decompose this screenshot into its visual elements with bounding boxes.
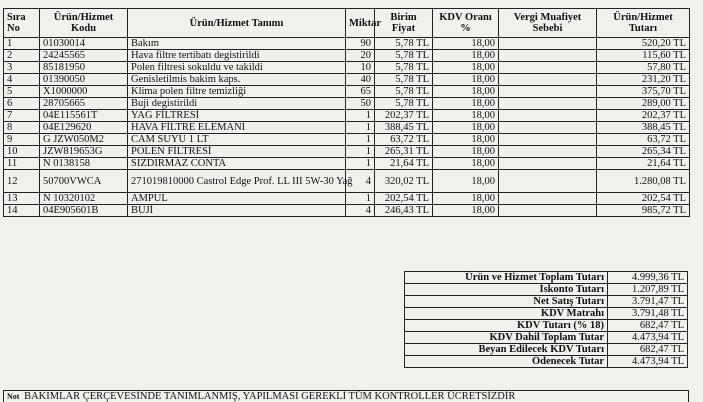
totals-label: Ödenecek Tutar — [405, 356, 608, 368]
cell-tutar: 289,00 TL — [597, 98, 690, 110]
cell-muafiyet — [499, 193, 597, 205]
cell-miktar: 50 — [346, 98, 375, 110]
cell-birim-fiyat: 202,54 TL — [375, 193, 433, 205]
cell-tanim: YAĞ FİLTRESİ — [128, 110, 346, 122]
cell-sira-no: 13 — [4, 193, 40, 205]
cell-muafiyet — [499, 170, 597, 193]
totals-table — [404, 271, 688, 368]
header-muafiyet: Vergi Muafiyet Sebebi — [499, 9, 597, 38]
header-tutar: Ürün/Hizmet Tutarı — [597, 9, 690, 38]
totals-row — [405, 332, 688, 344]
totals-row — [405, 296, 688, 308]
table-row — [4, 98, 690, 110]
cell-sira-no: 10 — [4, 146, 40, 158]
cell-tutar: 202,37 TL — [597, 110, 690, 122]
totals-label: Beyan Edilecek KDV Tutarı — [405, 344, 608, 356]
totals-value: 682,47 TL — [608, 344, 688, 356]
cell-kod: G JZW050M2 — [40, 134, 128, 146]
cell-tanim: Klima polen filtre temizliği — [128, 86, 346, 98]
cell-muafiyet — [499, 205, 597, 217]
cell-kod: N 10320102 — [40, 193, 128, 205]
cell-kdv-orani: 18,00 — [433, 122, 499, 134]
note-tag: Not — [7, 392, 20, 401]
cell-tutar: 1.280,08 TL — [597, 170, 690, 193]
cell-kdv-orani: 18,00 — [433, 38, 499, 50]
table-row — [4, 110, 690, 122]
cell-sira-no: 1 — [4, 38, 40, 50]
header-kod: Ürün/Hizmet Kodu — [40, 9, 128, 38]
cell-kod: JZW819653G — [40, 146, 128, 158]
totals-label: Ürün ve Hizmet Toplam Tutarı — [405, 272, 608, 284]
cell-birim-fiyat: 5,78 TL — [375, 86, 433, 98]
cell-sira-no: 8 — [4, 122, 40, 134]
cell-tanim: Bakım — [128, 38, 346, 50]
cell-tanim: Genisletilmis bakim kaps. — [128, 74, 346, 86]
table-row — [4, 193, 690, 205]
cell-kod: 01390050 — [40, 74, 128, 86]
cell-muafiyet — [499, 134, 597, 146]
cell-tanim: BUJİ — [128, 205, 346, 217]
totals-row — [405, 272, 688, 284]
totals-value: 682,47 TL — [608, 320, 688, 332]
totals-label: KDV Tutarı (% 18) — [405, 320, 608, 332]
cell-birim-fiyat: 5,78 TL — [375, 98, 433, 110]
cell-kdv-orani: 18,00 — [433, 193, 499, 205]
totals-row — [405, 356, 688, 368]
cell-birim-fiyat: 21,64 TL — [375, 158, 433, 170]
table-row — [4, 38, 690, 50]
totals-row — [405, 320, 688, 332]
totals-label: KDV Matrahı — [405, 308, 608, 320]
totals-value: 4.999,36 TL — [608, 272, 688, 284]
cell-kod: N 0138158 — [40, 158, 128, 170]
cell-muafiyet — [499, 62, 597, 74]
table-row — [4, 170, 690, 193]
cell-kdv-orani: 18,00 — [433, 110, 499, 122]
cell-tutar: 520,20 TL — [597, 38, 690, 50]
cell-tanim: 271019810000 Castrol Edge Prof. LL III 5W-30 Yağ — [128, 170, 346, 193]
totals-value: 4.473,94 TL — [608, 332, 688, 344]
totals-value: 3.791,47 TL — [608, 296, 688, 308]
table-row — [4, 74, 690, 86]
cell-miktar: 4 — [346, 170, 375, 193]
cell-kdv-orani: 18,00 — [433, 62, 499, 74]
cell-miktar: 4 — [346, 205, 375, 217]
table-row — [4, 205, 690, 217]
header-birim-fiyat: Birim Fiyat — [375, 9, 433, 38]
totals-row — [405, 308, 688, 320]
note-text: BAKIMLAR ÇERÇEVESİNDE TANIMLANMIŞ, YAPILMASI GEREKLİ TÜM KONTROLLER ÜCRETSİZDİR — [24, 391, 516, 402]
cell-miktar: 10 — [346, 62, 375, 74]
cell-tanim: Buji degistirildi — [128, 98, 346, 110]
cell-kod: 04E129620 — [40, 122, 128, 134]
cell-miktar: 1 — [346, 146, 375, 158]
cell-tanim: POLEN FİLTRESİ — [128, 146, 346, 158]
cell-muafiyet — [499, 158, 597, 170]
cell-tanim: HAVA FİLTRE ELEMANI — [128, 122, 346, 134]
cell-birim-fiyat: 202,37 TL — [375, 110, 433, 122]
cell-muafiyet — [499, 74, 597, 86]
cell-tutar: 21,64 TL — [597, 158, 690, 170]
cell-kdv-orani: 18,00 — [433, 98, 499, 110]
cell-birim-fiyat: 246,43 TL — [375, 205, 433, 217]
items-table — [3, 8, 690, 217]
cell-sira-no: 11 — [4, 158, 40, 170]
cell-miktar: 65 — [346, 86, 375, 98]
cell-kdv-orani: 18,00 — [433, 50, 499, 62]
cell-tutar: 63,72 TL — [597, 134, 690, 146]
cell-kod: X1000000 — [40, 86, 128, 98]
cell-birim-fiyat: 5,78 TL — [375, 38, 433, 50]
cell-miktar: 1 — [346, 158, 375, 170]
cell-sira-no: 2 — [4, 50, 40, 62]
cell-kod: 01030014 — [40, 38, 128, 50]
cell-tutar: 202,54 TL — [597, 193, 690, 205]
cell-birim-fiyat: 5,78 TL — [375, 50, 433, 62]
totals-value: 1.207,89 TL — [608, 284, 688, 296]
cell-tutar: 265,34 TL — [597, 146, 690, 158]
cell-miktar: 20 — [346, 50, 375, 62]
cell-kod: 04E905601B — [40, 205, 128, 217]
cell-sira-no: 9 — [4, 134, 40, 146]
cell-sira-no: 3 — [4, 62, 40, 74]
totals-label: KDV Dahil Toplam Tutar — [405, 332, 608, 344]
cell-sira-no: 7 — [4, 110, 40, 122]
cell-tutar: 985,72 TL — [597, 205, 690, 217]
cell-muafiyet — [499, 146, 597, 158]
table-row — [4, 122, 690, 134]
cell-kdv-orani: 18,00 — [433, 170, 499, 193]
cell-kod: 04E115561T — [40, 110, 128, 122]
items-body — [4, 38, 690, 217]
totals-value: 4.473,94 TL — [608, 356, 688, 368]
cell-kdv-orani: 18,00 — [433, 205, 499, 217]
cell-miktar: 1 — [346, 110, 375, 122]
cell-tanim: Hava filtre tertibatı degistirildi — [128, 50, 346, 62]
cell-sira-no: 14 — [4, 205, 40, 217]
cell-tanim: Polen filtresi sokuldu ve takildi — [128, 62, 346, 74]
cell-tanim: SIZDIRMAZ CONTA — [128, 158, 346, 170]
cell-muafiyet — [499, 110, 597, 122]
cell-muafiyet — [499, 98, 597, 110]
cell-miktar: 90 — [346, 38, 375, 50]
cell-kdv-orani: 18,00 — [433, 158, 499, 170]
cell-muafiyet — [499, 122, 597, 134]
header-sira-no: Sıra No — [4, 9, 40, 38]
header-miktar: Miktar — [346, 9, 375, 38]
totals-label: İskonto Tutarı — [405, 284, 608, 296]
table-row — [4, 86, 690, 98]
cell-kod: 50700VWCA — [40, 170, 128, 193]
cell-birim-fiyat: 5,78 TL — [375, 62, 433, 74]
cell-tutar: 231,20 TL — [597, 74, 690, 86]
header-tanim: Ürün/Hizmet Tanımı — [128, 9, 346, 38]
cell-tutar: 388,45 TL — [597, 122, 690, 134]
cell-kdv-orani: 18,00 — [433, 74, 499, 86]
table-row — [4, 62, 690, 74]
cell-kod: 85181950 — [40, 62, 128, 74]
cell-sira-no: 5 — [4, 86, 40, 98]
cell-tutar: 57,80 TL — [597, 62, 690, 74]
totals-value: 3.791,48 TL — [608, 308, 688, 320]
totals-label: Net Satış Tutarı — [405, 296, 608, 308]
cell-birim-fiyat: 320,02 TL — [375, 170, 433, 193]
cell-miktar: 1 — [346, 134, 375, 146]
cell-sira-no: 4 — [4, 74, 40, 86]
cell-birim-fiyat: 5,78 TL — [375, 74, 433, 86]
cell-muafiyet — [499, 86, 597, 98]
cell-birim-fiyat: 388,45 TL — [375, 122, 433, 134]
cell-muafiyet — [499, 50, 597, 62]
header-kdv-orani: KDV Oranı % — [433, 9, 499, 38]
totals-body — [405, 272, 688, 368]
cell-tanim: AMPUL — [128, 193, 346, 205]
cell-sira-no: 12 — [4, 170, 40, 193]
cell-miktar: 40 — [346, 74, 375, 86]
cell-tutar: 375,70 TL — [597, 86, 690, 98]
table-row — [4, 158, 690, 170]
cell-kdv-orani: 18,00 — [433, 134, 499, 146]
table-row — [4, 134, 690, 146]
cell-tanim: CAM SUYU 1 LT — [128, 134, 346, 146]
cell-kdv-orani: 18,00 — [433, 146, 499, 158]
cell-muafiyet — [499, 38, 597, 50]
note-line — [3, 390, 689, 402]
cell-birim-fiyat: 63,72 TL — [375, 134, 433, 146]
cell-miktar: 1 — [346, 193, 375, 205]
cell-miktar: 1 — [346, 122, 375, 134]
cell-kod: 28705665 — [40, 98, 128, 110]
table-row — [4, 50, 690, 62]
cell-kod: 24245565 — [40, 50, 128, 62]
totals-row — [405, 344, 688, 356]
table-row — [4, 146, 690, 158]
cell-sira-no: 6 — [4, 98, 40, 110]
items-header-row — [4, 9, 690, 38]
cell-tutar: 115,60 TL — [597, 50, 690, 62]
cell-birim-fiyat: 265,31 TL — [375, 146, 433, 158]
totals-row — [405, 284, 688, 296]
cell-kdv-orani: 18,00 — [433, 86, 499, 98]
